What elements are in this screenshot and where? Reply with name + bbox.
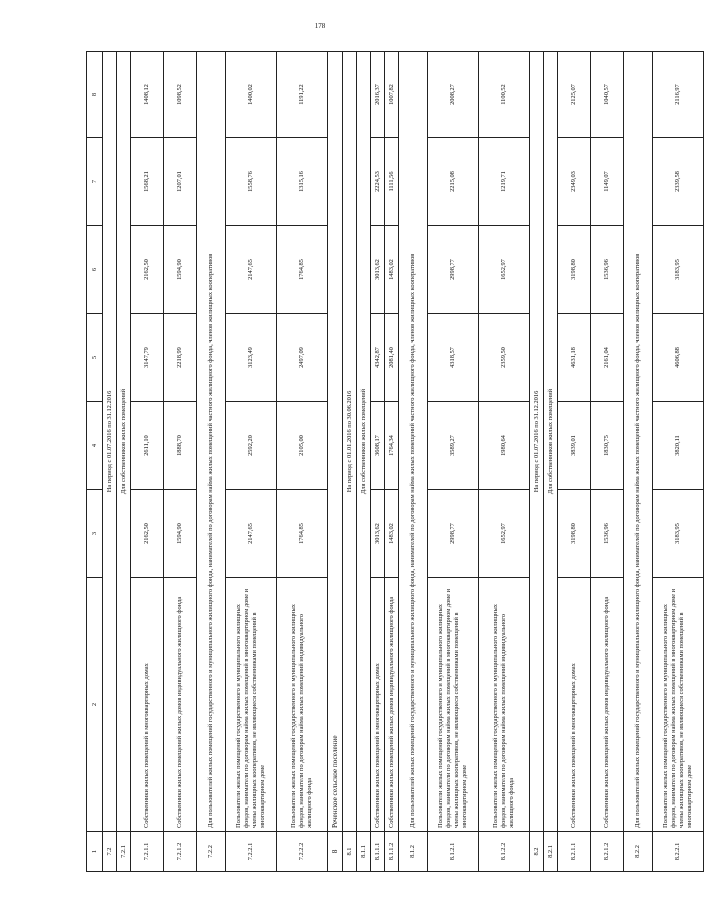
value-cell: 1568,21 (131, 138, 164, 226)
value-cell: 2147,65 (226, 226, 277, 314)
table-row (653, 52, 704, 872)
rotated-table-container (86, 52, 693, 872)
value-cell: 1483,02 (385, 226, 399, 314)
value-cell: 2116,97 (653, 52, 704, 138)
row-label: Собственники жилых помещений жилых домов индивидуального жилищного фонда (591, 578, 624, 832)
value-cell: 1007,82 (385, 52, 399, 138)
row-code: 8.2.1.1 (558, 832, 591, 872)
value-cell: 3123,49 (226, 314, 277, 402)
row-code: 7.2.1.2 (164, 832, 197, 872)
value-cell: 2161,04 (591, 314, 624, 402)
value-cell: 1191,22 (277, 52, 328, 138)
row-label: Собственники жилых помещений жилых домов индивидуального жилищного фонда (164, 578, 197, 832)
period-heading: Для собственников жилых помещений (117, 52, 131, 832)
row-code: 8.1.1.2 (385, 832, 399, 872)
value-cell: 3183,95 (653, 490, 704, 578)
table-row (591, 52, 624, 872)
table-row (357, 52, 371, 872)
period-heading: Для собственников жилых помещений (357, 52, 371, 832)
row-label: Собственники жилых помещений в многоквартирных домах (558, 578, 591, 832)
table-row (197, 52, 226, 872)
value-cell: 2081,40 (385, 314, 399, 402)
value-cell: 2215,08 (428, 138, 479, 226)
row-code: 7.2.2.1 (226, 832, 277, 872)
value-cell: 3183,95 (653, 226, 704, 314)
value-cell: 2224,53 (371, 138, 385, 226)
section-heading: Для пользователей жилых помещений государственного и муниципального жилищного фонда, нанимателей по договорам найма жилых помещений частного жилищного фонда, членов жилищных кооперативов (624, 52, 653, 832)
column-header: 4 (87, 402, 103, 490)
value-cell: 1483,02 (385, 490, 399, 578)
row-code: 8.1 (343, 832, 357, 872)
rotated-table-frame (86, 52, 693, 872)
value-cell: 1558,76 (226, 138, 277, 226)
value-cell: 2147,65 (226, 490, 277, 578)
column-header: 2 (87, 578, 103, 832)
row-code: 8.1.2.1 (428, 832, 479, 872)
value-cell: 3013,62 (371, 226, 385, 314)
row-code: 8.1.2 (399, 832, 428, 872)
value-cell: 1536,96 (591, 226, 624, 314)
row-label: Собственники жилых помещений жилых домов индивидуального жилищного фонда (385, 578, 399, 832)
row-code: 7.2.2 (197, 832, 226, 872)
column-header: 1 (87, 832, 103, 872)
value-cell: 1100,52 (479, 52, 530, 138)
row-code: 8.2.2 (624, 832, 653, 872)
table-row (544, 52, 558, 872)
value-cell: 1594,90 (164, 226, 197, 314)
value-cell: 1098,52 (164, 52, 197, 138)
row-code: 7.2 (103, 832, 117, 872)
table-row (479, 52, 530, 872)
row-code: 8.2 (530, 832, 544, 872)
column-header: 6 (87, 226, 103, 314)
table-row (277, 52, 328, 872)
row-label: Пользователи жилых помещений государственного и муниципального жилищных фондов, наниматели по договорам найма жилых помещений индивидуального жилищного фонда (479, 578, 530, 832)
value-cell: 1315,16 (277, 138, 328, 226)
value-cell: 4318,57 (428, 314, 479, 402)
value-cell: 1980,64 (479, 402, 530, 490)
row-code: 8 (328, 832, 343, 872)
value-cell: 3820,11 (653, 402, 704, 490)
table-row (131, 52, 164, 872)
table-row (103, 52, 117, 872)
value-cell: 3198,80 (558, 226, 591, 314)
value-cell: 1207,01 (164, 138, 197, 226)
table-row (530, 52, 544, 872)
value-cell: 3589,27 (428, 402, 479, 490)
column-header: 3 (87, 490, 103, 578)
table-row (399, 52, 428, 872)
row-code: 7.2.1.1 (131, 832, 164, 872)
row-code: 8.2.2.1 (653, 832, 704, 872)
value-cell: 1652,97 (479, 490, 530, 578)
value-cell: 3608,17 (371, 402, 385, 490)
settlement-title: Реченское сельское поселение (328, 52, 343, 832)
table-row (343, 52, 357, 872)
value-cell: 2349,03 (558, 138, 591, 226)
value-cell: 3013,62 (371, 490, 385, 578)
value-cell: 1219,71 (479, 138, 530, 226)
table-row (117, 52, 131, 872)
row-label: Собственники жилых помещений в многоквартирных домах (131, 578, 164, 832)
row-code: 7.2.2.2 (277, 832, 328, 872)
row-code: 8.1.1 (357, 832, 371, 872)
section-heading: Для пользователей жилых помещений государственного и муниципального жилищного фонда, нанимателей по договорам найма жилых помещений частного жилищного фонда, членов жилищных кооперативов (197, 52, 226, 832)
value-cell: 1111,56 (385, 138, 399, 226)
table-body (87, 52, 704, 872)
value-cell: 2016,37 (371, 52, 385, 138)
table-row (164, 52, 197, 872)
value-cell: 1764,85 (277, 226, 328, 314)
value-cell: 2998,77 (428, 490, 479, 578)
row-code: 7.2.1 (117, 832, 131, 872)
row-label: Пользователи жилых помещений государственного и муниципального жилищных фондов, наниматели по договорам найма жилых помещений в многоквартирном доме и члены жилищных кооперативов, не являющиеся собственниками помещений в многоквартирном доме (428, 578, 479, 832)
row-code: 8.2.1.2 (591, 832, 624, 872)
table-row (371, 52, 385, 872)
column-header: 7 (87, 138, 103, 226)
row-label: Пользователи жилых помещений государственного и муниципального жилищных фондов, наниматели по договорам найма жилых помещений индивидуального жилищного фонда (277, 578, 328, 832)
value-cell: 1408,12 (131, 52, 164, 138)
value-cell: 3198,80 (558, 490, 591, 578)
value-cell: 3839,01 (558, 402, 591, 490)
value-cell: 2998,77 (428, 226, 479, 314)
value-cell: 1536,96 (591, 490, 624, 578)
value-cell: 4342,87 (371, 314, 385, 402)
value-cell: 2105,00 (277, 402, 328, 490)
value-cell: 4606,88 (653, 314, 704, 402)
value-cell: 2218,99 (164, 314, 197, 402)
page-number: 178 (314, 22, 326, 30)
value-cell: 2008,27 (428, 52, 479, 138)
value-cell: 1040,57 (591, 52, 624, 138)
value-cell: 1764,85 (277, 490, 328, 578)
row-label: Собственники жилых помещений в многоквартирных домах (371, 578, 385, 832)
table-row (428, 52, 479, 872)
tariff-table (86, 51, 704, 872)
section-heading: Для пользователей жилых помещений государственного и муниципального жилищного фонда, нанимателей по договорам найма жилых помещений частного жилищного фонда, членов жилищных кооперативов (399, 52, 428, 832)
table-row (226, 52, 277, 872)
period-heading: На период с 01.01.2016 по 30.06.2016 (343, 52, 357, 832)
value-cell: 2339,58 (653, 138, 704, 226)
period-heading: Для собственников жилых помещений (544, 52, 558, 832)
value-cell: 1888,70 (164, 402, 197, 490)
value-cell: 3147,79 (131, 314, 164, 402)
value-cell: 1830,75 (591, 402, 624, 490)
value-cell: 1594,90 (164, 490, 197, 578)
row-label: Пользователи жилых помещений государственного и муниципального жилищных фондов, наниматели по договорам найма жилых помещений в многоквартирном доме и члены жилищных кооперативов, не являющиеся собственниками помещений в многоквартирном доме (653, 578, 704, 832)
value-cell: 1764,34 (385, 402, 399, 490)
value-cell: 2359,50 (479, 314, 530, 402)
period-heading: На период с 01.07.2016 по 31.12.2016 (103, 52, 117, 832)
row-code: 8.1.2.2 (479, 832, 530, 872)
value-cell: 2162,50 (131, 226, 164, 314)
column-header: 8 (87, 52, 103, 138)
value-cell: 1400,02 (226, 52, 277, 138)
value-cell: 2497,09 (277, 314, 328, 402)
table-row (624, 52, 653, 872)
header-row (87, 52, 103, 872)
row-code: 8.2.1 (544, 832, 558, 872)
row-code: 8.1.1.1 (371, 832, 385, 872)
value-cell: 2162,50 (131, 490, 164, 578)
value-cell: 2611,10 (131, 402, 164, 490)
value-cell: 1149,07 (591, 138, 624, 226)
table-row (328, 52, 343, 872)
value-cell: 1652,97 (479, 226, 530, 314)
value-cell: 4631,18 (558, 314, 591, 402)
row-label: Пользователи жилых помещений государственного и муниципального жилищных фондов, наниматели по договорам найма жилых помещений в многоквартирном доме и члены жилищных кооперативов, не являющиеся собственниками помещений в многоквартирном доме (226, 578, 277, 832)
value-cell: 2125,07 (558, 52, 591, 138)
period-heading: На период с 01.07.2016 по 31.12.2016 (530, 52, 544, 832)
table-row (558, 52, 591, 872)
value-cell: 2592,20 (226, 402, 277, 490)
column-header: 5 (87, 314, 103, 402)
table-row (385, 52, 399, 872)
